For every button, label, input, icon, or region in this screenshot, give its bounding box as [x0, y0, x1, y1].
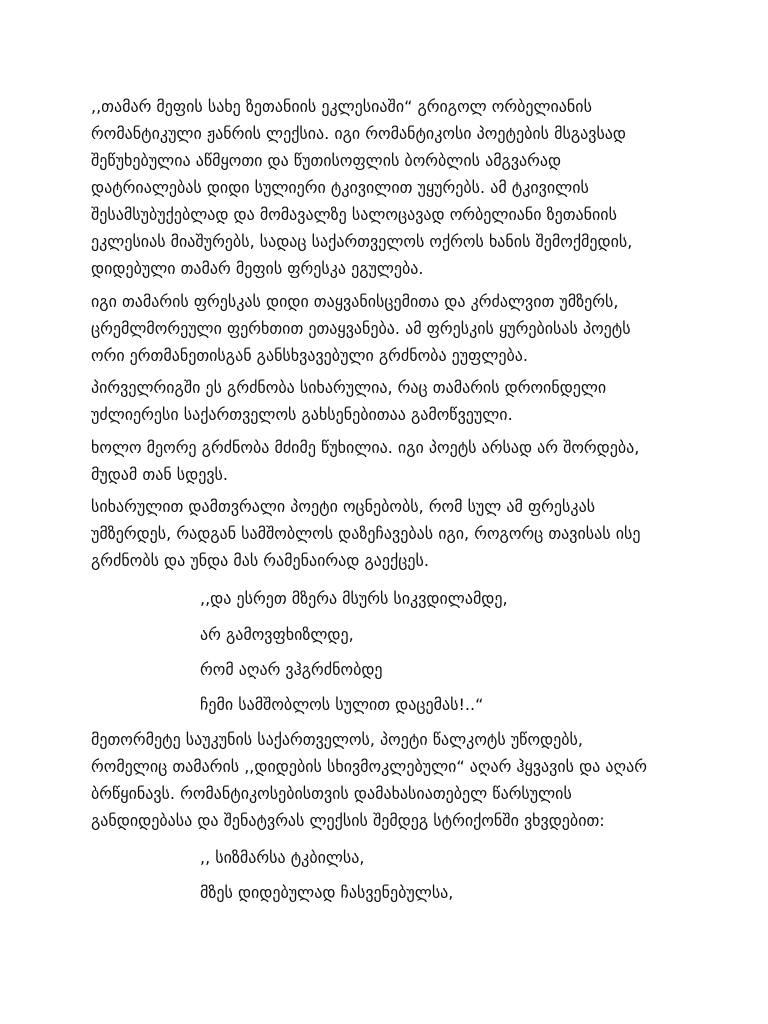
text-line: შესამსუბუქებლად და მომავალზე სალოცავად ორბელიანი ზეთანიის — [91, 205, 617, 224]
verse-line: ,, სიზმარსა ტკბილსა, — [200, 848, 365, 867]
verse-line: ,,და ესრეთ მზერა მსურს სიკვდილამდე, — [200, 589, 508, 608]
text-line: სიხარულით დამთვრალი პოეტი ოცნებობს, რომ სულ ამ ფრესკას — [91, 497, 596, 516]
text-line: გრძნობს და უნდა მას რამენაირად გაექცეს. — [91, 551, 429, 570]
verse-line: მზეს დიდებულად ჩასვენებულსა, — [200, 883, 454, 902]
verse-line: რომ აღარ ვჰგრძნობდე — [200, 660, 383, 679]
text-line: ეკლესიას მიაშურებს, სადაც საქართველოს ოქროს ხანის შემოქმედის, — [91, 232, 633, 251]
text-line: შეწუხებულია აწმყოთი და წუთისოფლის ბორბლის ამგვარად — [91, 151, 562, 170]
text-line: ორი ერთმანეთისგან განსხვავებული გრძნობა ეუფლება. — [91, 346, 528, 365]
text-line: ბრწყინავს. რომანტიკოსებისთვის დამახასიათებელ წარსულის — [91, 784, 572, 803]
text-line: უმზერდეს, რადგან სამშობლოს დაზეჩავებას იგი, როგორც თავისას ისე — [91, 524, 641, 543]
text-line: ხოლო მეორე გრძნობა მძიმე წუხილია. იგი პოეტს არსად არ შორდება, — [91, 438, 640, 457]
verse-line: არ გამოვფხიზლდე, — [200, 625, 354, 644]
text-line: მეთორმეტე საუკუნის საქართველოს, პოეტი წალკოტს უწოდებს, — [91, 730, 583, 749]
text-line: ცრემლმორეული ფერხთით ეთაყვანება. ამ ფრესკის ყურებისას პოეტს — [91, 319, 631, 338]
text-line: იგი თამარის ფრესკას დიდი თაყვანისცემითა და კრძალვით უმზერს, — [91, 292, 619, 311]
text-line: უძლიერესი საქართველოს გახსენებითაა გამოწვეული. — [91, 405, 513, 424]
text-line: დიდებული თამარ მეფის ფრესკა ეგულება. — [91, 259, 424, 278]
text-line: პირველრიგში ეს გრძნობა სიხარულია, რაც თამარის დროინდელი — [91, 378, 607, 397]
text-line: ,,თამარ მეფის სახე ზეთანიის ეკლესიაში“ გრიგოლ ორბელიანის — [91, 97, 592, 116]
text-line: განდიდებასა და შენატვრას ლექსის შემდეგ სტრიქონში ვხვდებით: — [91, 811, 605, 830]
text-line: მუდამ თან სდევს. — [91, 465, 228, 484]
text-line: დატრიალებას დიდი სულიერი ტკივილით უყურებს. ამ ტკივილის — [91, 178, 589, 197]
text-line: რომელიც თამარის ,,დიდების სხივმოკლებული“ აღარ ჰყვავის და აღარ — [91, 757, 647, 776]
text-line: რომანტიკული ჟანრის ლექსია. იგი რომანტიკოსი პოეტების მსგავსად — [91, 124, 627, 143]
verse-line: ჩემი სამშობლოს სულით დაცემას!..“ — [200, 695, 484, 714]
